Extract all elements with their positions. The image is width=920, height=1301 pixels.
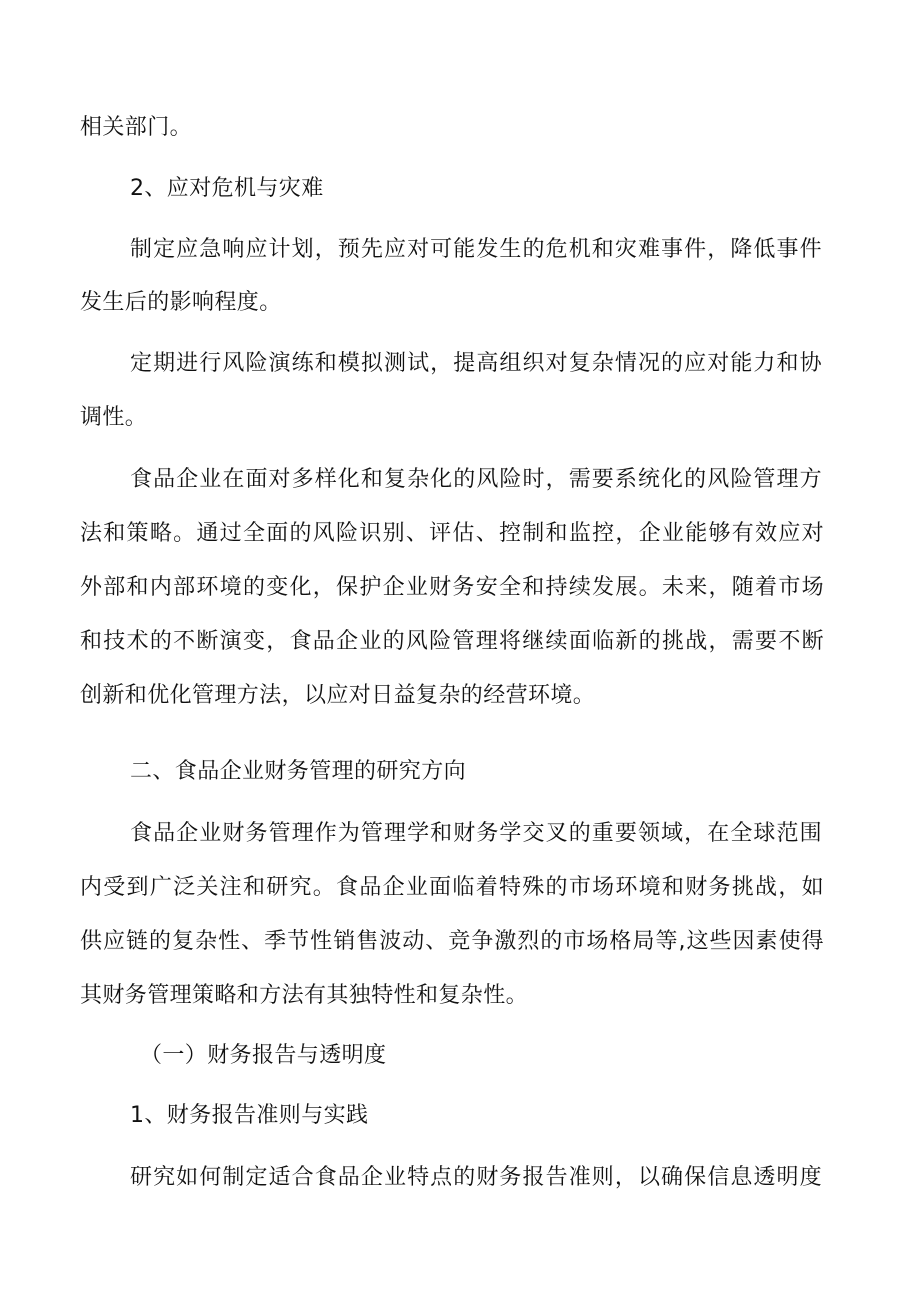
paragraph-summary-line-4: 和技术的不断演变，食品企业的风险管理将继续面临新的挑战，需要不断	[80, 629, 824, 654]
paragraph-summary-line-2: 法和策略。通过全面的风险识别、评估、控制和监控，企业能够有效应对	[80, 521, 824, 546]
paragraph-research-line-2: 内受到广泛关注和研究。食品企业面临着特殊的市场环境和财务挑战，如	[80, 875, 824, 900]
paragraph-standards-line-1: 研究如何制定适合食品企业特点的财务报告准则，以确保信息透明度	[130, 1165, 822, 1190]
paragraph-emergency-plan-line-2: 发生后的影响程度。	[80, 290, 282, 315]
paragraph-research-line-4: 其财务管理策略和方法有其独特性和复杂性。	[80, 983, 529, 1008]
subheading-reporting-standards: 1、财务报告准则与实践	[130, 1103, 369, 1128]
subheading-crisis-response: 2、应对危机与灾难	[130, 176, 324, 201]
paragraph-summary-line-3: 外部和内部环境的变化，保护企业财务安全和持续发展。未来，随着市场	[80, 575, 824, 600]
text-line-continuation: 相关部门。	[80, 115, 193, 140]
paragraph-emergency-plan-line-1: 制定应急响应计划，预先应对可能发生的危机和灾难事件，降低事件	[130, 237, 822, 262]
subsection-heading-financial-reporting: （一）财务报告与透明度	[140, 1043, 387, 1068]
paragraph-summary-line-5: 创新和优化管理方法，以应对日益复杂的经营环境。	[80, 683, 596, 708]
paragraph-risk-drill-line-2: 调性。	[80, 405, 148, 430]
paragraph-summary-line-1: 食品企业在面对多样化和复杂化的风险时，需要系统化的风险管理方	[130, 467, 822, 492]
section-heading-research-direction: 二、食品企业财务管理的研究方向	[130, 759, 467, 784]
paragraph-risk-drill-line-1: 定期进行风险演练和模拟测试，提高组织对复杂情况的应对能力和协	[130, 351, 822, 376]
paragraph-research-line-1: 食品企业财务管理作为管理学和财务学交叉的重要领域，在全球范围	[130, 821, 822, 846]
paragraph-research-line-3: 供应链的复杂性、季节性销售波动、竞争激烈的市场格局等,这些因素使得	[80, 929, 824, 954]
